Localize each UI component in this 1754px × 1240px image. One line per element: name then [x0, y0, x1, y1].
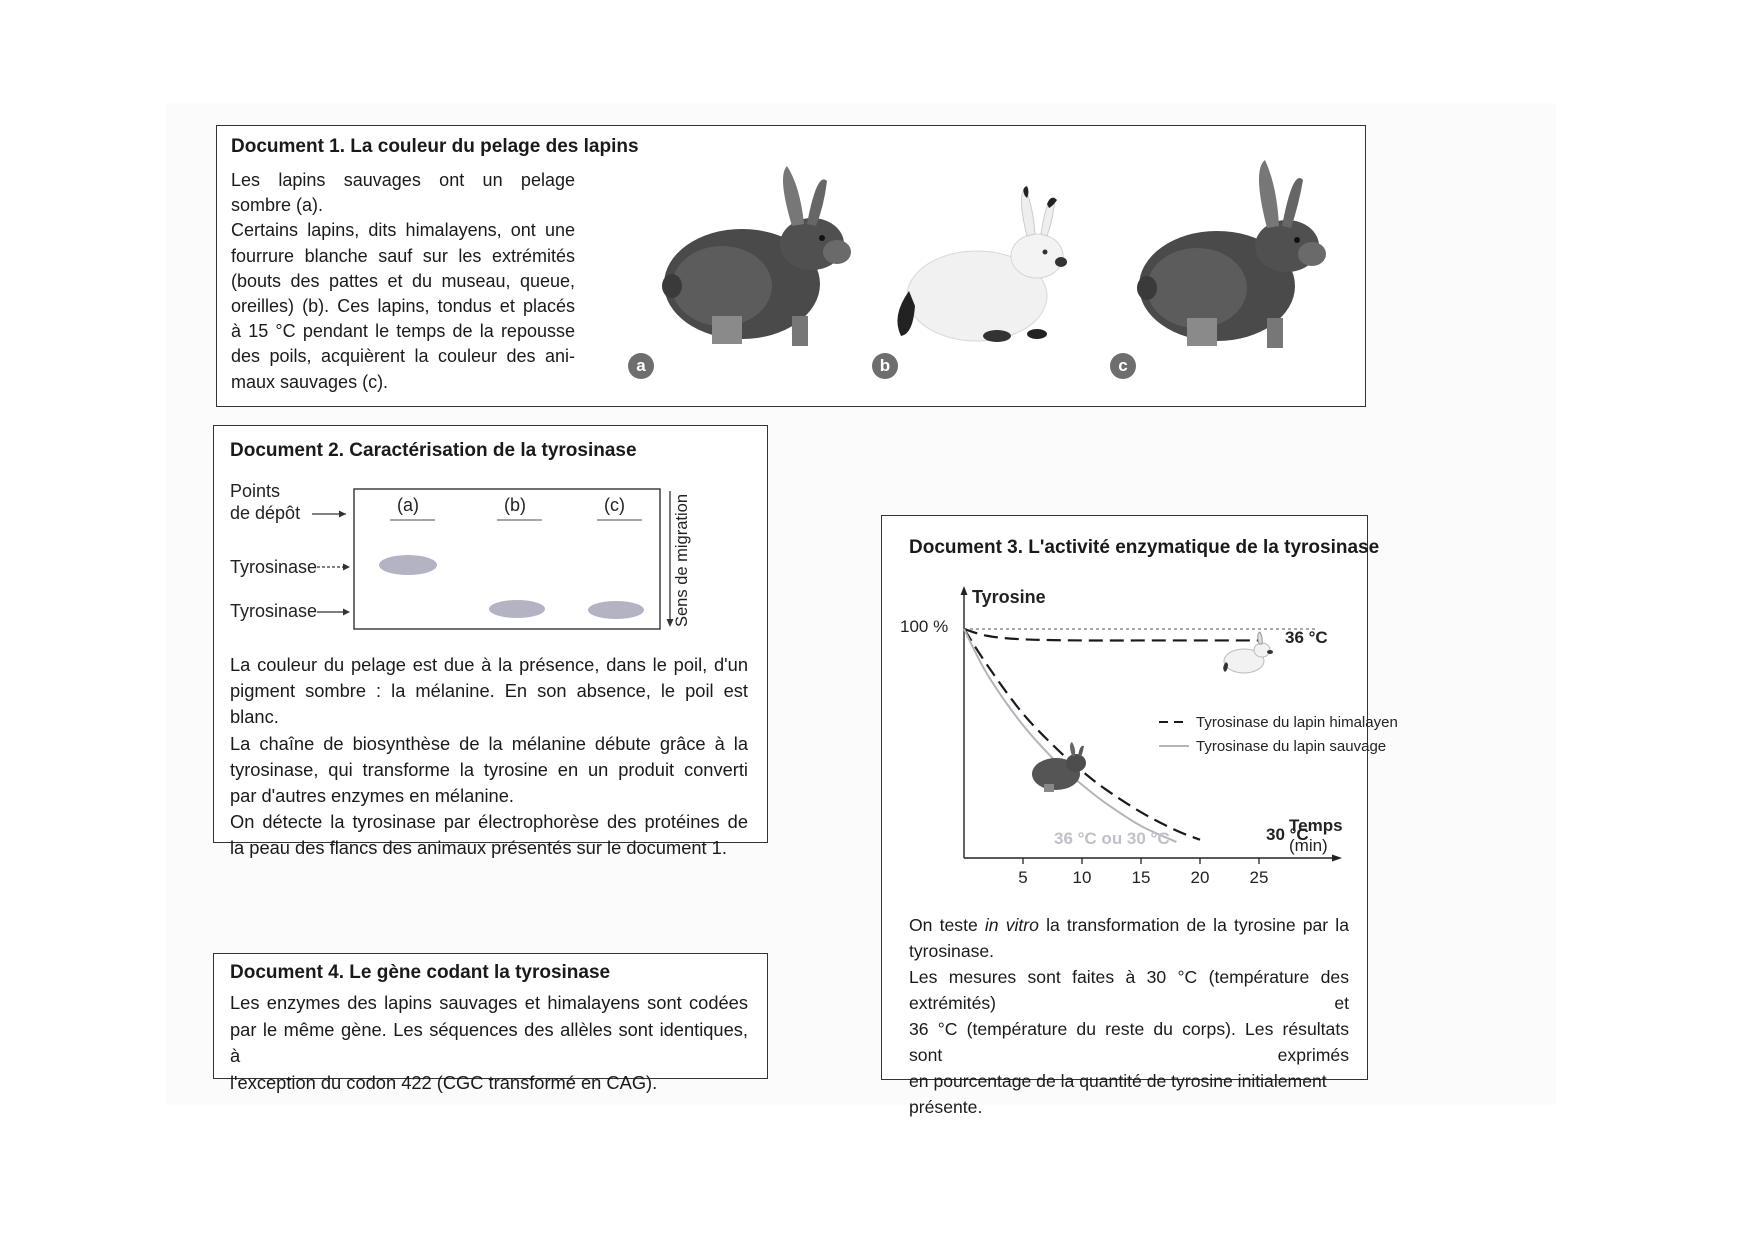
series-sauvage — [964, 629, 1176, 842]
band-b-lower — [489, 600, 545, 618]
rabbit-himalayan-image — [887, 186, 1097, 356]
x-tick-label: 5 — [1018, 868, 1028, 887]
band-a-upper — [379, 555, 437, 575]
x-tick-label: 20 — [1190, 868, 1210, 887]
document-4 — [213, 953, 768, 1093]
x-axis-label-line1: Temps — [1289, 816, 1343, 835]
doc1-text — [231, 168, 575, 395]
doc2-line: La chaîne de biosynthèse de la mélanine débute grâce à la — [230, 732, 748, 754]
tyrosine-chart — [882, 576, 1398, 906]
doc3-line: Les mesures sont faites à 30 °C (température des extrémités) et — [909, 967, 1349, 1013]
document-2 — [213, 425, 768, 859]
chart-legend — [1159, 714, 1398, 755]
doc3-line: 36 °C (température du reste du corps). Les résultats sont exprimés — [909, 1019, 1349, 1065]
doc1-line: maux sauvages (c). — [231, 371, 389, 392]
deposit-label-line2: de dépôt — [230, 503, 301, 523]
band-label-upper: Tyrosinase — [230, 557, 318, 577]
band-c-lower — [588, 601, 644, 619]
y-axis-label: Tyrosine — [972, 587, 1046, 607]
doc1-title: Document 1. La couleur du pelage des lapins — [231, 136, 639, 157]
doc1-line: (bouts des pattes et du museau, queue, — [231, 270, 575, 291]
y-top-label: 100 % — [900, 617, 949, 636]
doc1-line: sombre (a). — [231, 195, 324, 216]
doc2-line: tyrosinase, qui transforme la tyrosine en un produit converti — [230, 758, 748, 780]
x-tick-label: 25 — [1249, 868, 1269, 887]
doc4-line: l'exception du codon 422 (CGC transformé en CAG). — [230, 1071, 658, 1093]
band-label-lower: Tyrosinase — [230, 601, 318, 621]
himalayan-rabbit-icon — [1223, 632, 1273, 673]
label-c-badge: c — [1110, 353, 1136, 379]
doc4-text — [230, 990, 748, 1096]
doc1-line: à 15 °C pendant le temps de la repousse — [231, 321, 575, 342]
doc2-text — [230, 652, 748, 862]
doc2-line: par d'autres enzymes en mélanine. — [230, 785, 514, 807]
label-30c: 30 °C — [1266, 825, 1309, 844]
doc3-line: en pourcentage de la quantité de tyrosine initialement présente. — [909, 1071, 1327, 1117]
electrophoresis-gel — [214, 481, 769, 631]
lane-c-label: (c) — [604, 495, 625, 515]
label-36c: 36 °C — [1285, 628, 1328, 647]
lane-b-label: (b) — [504, 495, 526, 515]
label-36c-ou-30c: 36 °C ou 30 °C — [1054, 829, 1170, 848]
doc1-line: Les lapins sauvages ont un pelage — [231, 170, 575, 190]
doc2-title: Document 2. Caractérisation de la tyrosinase — [230, 440, 637, 461]
rabbit-regrown-image — [1127, 158, 1347, 358]
doc4-title: Document 4. Le gène codant la tyrosinase — [230, 962, 611, 983]
deposit-label-line1: Points — [230, 481, 281, 501]
label-b-badge: b — [872, 353, 898, 379]
series-himalayan-30c — [964, 629, 1200, 840]
y-axis-arrow — [961, 586, 968, 595]
doc1-line: oreilles) (b). Ces lapins, tondus et placés — [231, 296, 575, 317]
x-tick-label: 15 — [1131, 868, 1151, 887]
x-axis-label-line2: (min) — [1289, 836, 1328, 855]
migration-label: Sens de migration — [673, 494, 691, 627]
x-axis-arrow — [1332, 855, 1342, 862]
doc3-line: On teste in vitro la transformation de la tyrosine par la tyrosinase. — [909, 915, 1349, 961]
page-sheet — [166, 103, 1556, 1117]
doc4-line: Les enzymes des lapins sauvages et himalayens sont codées — [230, 992, 748, 1013]
doc2-line: la peau des flancs des animaux présentés sur le document 1. — [230, 837, 727, 859]
document-1 — [216, 125, 1366, 407]
doc2-line: On détecte la tyrosinase par électrophorèse des protéines de — [230, 811, 748, 833]
doc1-line: fourrure blanche sauf sur les extrémités — [231, 245, 575, 266]
document-3 — [881, 515, 1398, 1117]
doc4-line: par le même gène. Les séquences des allèles sont identiques, à — [230, 1018, 748, 1066]
doc1-line: des poils, acquièrent la couleur des ani- — [231, 346, 575, 367]
doc2-line: La couleur du pelage est due à la présence, dans le poil, d'un — [230, 654, 748, 675]
x-tick-label: 10 — [1072, 868, 1092, 887]
doc2-line: pigment sombre : la mélanine. En son absence, le poil est blanc. — [230, 680, 748, 728]
legend-label-sauvage: Tyrosinase du lapin sauvage — [1196, 738, 1387, 755]
series-himalayan-36c — [964, 629, 1259, 641]
lane-a-label: (a) — [397, 495, 419, 515]
doc3-text — [909, 912, 1349, 1120]
label-a-badge: a — [628, 353, 654, 379]
doc1-line: Certains lapins, dits himalayens, ont une — [231, 220, 575, 241]
doc3-title: Document 3. L'activité enzymatique de la tyrosinase — [909, 537, 1380, 558]
rabbit-wild-image — [652, 166, 872, 356]
legend-label-himalayan: Tyrosinase du lapin himalayen — [1196, 714, 1398, 731]
